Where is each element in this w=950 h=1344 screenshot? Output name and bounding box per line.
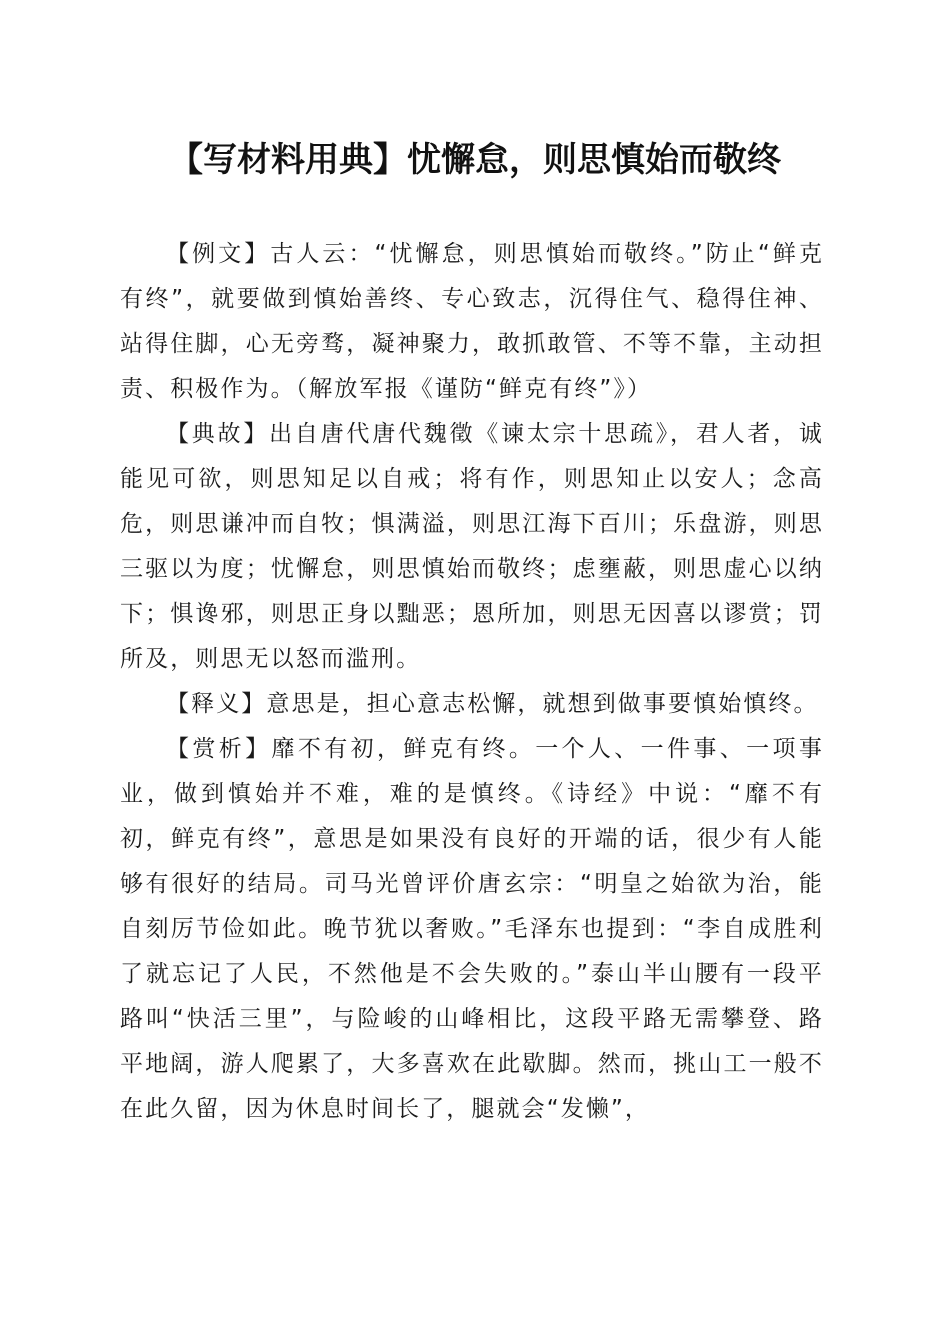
document-title: 【写材料用典】忧懈怠，则思慎始而敬终 [169, 140, 781, 180]
paragraph-example: 【例文】古人云：“忧懈怠，则思慎始而敬终。”防止“鲜克有终”，就要做到慎始善终、专心致志，沉得住气、稳得住神、站得住脚，心无旁骛，凝神聚力，敢抓敢管、不等不靠，主动担责、积极作为。（解放军报《谨防“鲜克有终”》） [120, 241, 824, 402]
document-body [120, 232, 824, 1132]
paragraph-meaning: 【释义】意思是，担心意志松懈，就想到做事要慎始慎终。 [166, 691, 819, 717]
paragraph-allusion: 【典故】出自唐代唐代魏徵《谏太宗十思疏》，君人者，诚能见可欲，则思知足以自戒；将有作，则思知止以安人；念高危，则思谦冲而自牧；惧满溢，则思江海下百川；乐盘游，则思三驱以为度；忧懈怠，则思慎始而敬终；虑壅蔽，则思虚心以纳下；惧谗邪，则思正身以黜恶；恩所加，则思无因喜以谬赏；罚所及，则思无以怒而滥刑。 [120, 421, 824, 672]
paragraph-appreciation: 【赏析】靡不有初，鲜克有终。一个人、一件事、一项事业，做到慎始并不难，难的是慎终。《诗经》中说：“靡不有初，鲜克有终”，意思是如果没有良好的开端的话，很少有人能够有很好的结局。司马光曾评价唐玄宗：“明皇之始欲为治，能自刻厉节俭如此。晚节犹以奢败。”毛泽东也提到：“李自成胜利了就忘记了人民，不然他是不会失败的。”泰山半山腰有一段平路叫“快活三里”，与险峻的山峰相比，这段平路无需攀登、路平地阔，游人爬累了，大多喜欢在此歇脚。然而，挑山工一般不在此久留，因为休息时间长了，腿就会“发懒”， [120, 736, 824, 1122]
